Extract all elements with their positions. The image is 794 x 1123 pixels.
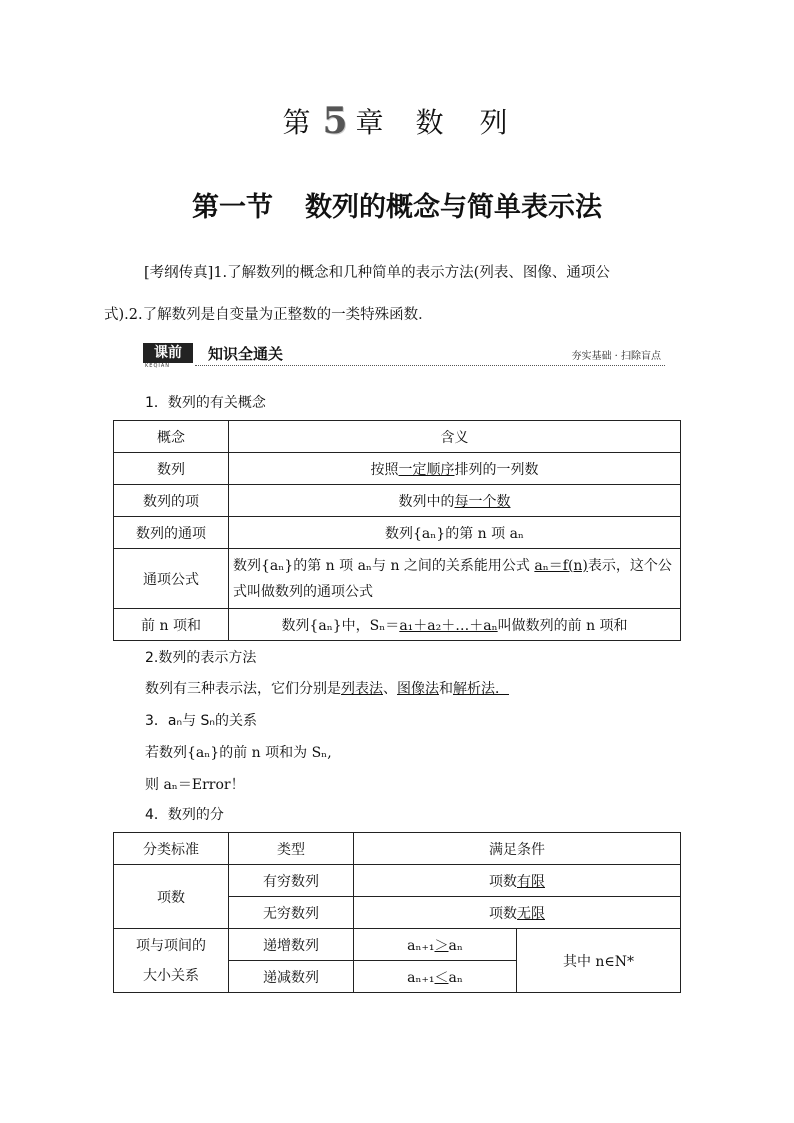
p2-text: 数列有三种表示法，它们分别是	[145, 681, 341, 697]
t1-r4-label: 通项公式	[114, 549, 229, 609]
syllabus-paragraph	[104, 252, 684, 336]
t1-r2-text: 数列中的	[398, 493, 455, 510]
syllabus-text1: 1.了解数列的概念和几种简单的表示方法(列表、图像、通项公	[213, 265, 610, 281]
heading-4: 4．数列的分	[145, 807, 224, 823]
heading-1: 1．数列的有关概念	[145, 395, 266, 411]
t2-infinite-underline: 无限	[517, 905, 545, 922]
section-banner	[143, 343, 665, 369]
p2-formula-method: 解析法．	[453, 681, 509, 697]
t1-r2-label: 数列的项	[114, 485, 229, 517]
chapter-name: 数 列	[415, 106, 512, 139]
chapter-prefix: 第	[282, 106, 315, 139]
t2-criterion-order	[114, 929, 229, 993]
t1-r5-text-end: 叫做数列的前 n 项和	[497, 617, 628, 634]
p2-sep: 、	[383, 681, 397, 697]
t2-type-decreasing: 递减数列	[229, 961, 354, 993]
chapter-number: 5	[322, 100, 348, 142]
syllabus-label: [考纲传真]	[144, 265, 214, 281]
t1-r1-text: 按照	[370, 461, 399, 478]
table-row	[114, 929, 681, 961]
t2-condition-note: 其中 n∈N*	[517, 929, 681, 993]
t1-r5-label: 前 n 项和	[114, 609, 229, 641]
banner-divider	[195, 365, 665, 366]
chapter-heading	[0, 100, 794, 142]
p2-table-method: 列表法	[341, 681, 383, 697]
p2-and: 和	[439, 681, 453, 697]
t2-finite-text: 项数	[489, 873, 517, 890]
t2-dec-right: aₙ	[448, 969, 463, 986]
relation-line-1: 若数列{aₙ}的前 n 项和为 Sₙ,	[145, 745, 332, 761]
table-row	[114, 609, 681, 641]
t2-inc-right: aₙ	[448, 937, 463, 954]
t2-inc-sign: ＞	[434, 937, 449, 954]
t2-dec-left: aₙ₊₁	[407, 969, 435, 986]
t1-r4-text: 数列{aₙ}的第 n 项 aₙ与 n 之间的关系能用公式	[233, 557, 535, 574]
relation-line-2: 则 aₙ＝Error！	[145, 777, 245, 793]
t2-header-condition: 满足条件	[354, 833, 681, 865]
heading-3: 3．aₙ与 Sₙ的关系	[145, 713, 257, 729]
t2-inc-left: aₙ₊₁	[407, 937, 435, 954]
t1-r1-label: 数列	[114, 453, 229, 485]
t1-r4-text-end: 表示，这个公式叫做数列的通项公式	[233, 557, 672, 600]
banner-title: 知识全通关	[208, 345, 284, 363]
banner-right-text: 夯实基础 · 扫除盲点	[571, 351, 661, 362]
table-row	[114, 453, 681, 485]
t2-header-type: 类型	[229, 833, 354, 865]
concepts-table	[113, 420, 681, 641]
banner-tag-sub: KEQIAN	[145, 363, 171, 369]
t2-dec-sign: ＜	[434, 969, 449, 986]
t1-header-meaning: 含义	[229, 421, 681, 453]
table-row	[114, 549, 681, 609]
table-row	[114, 865, 681, 897]
syllabus-text2: 式).2.了解数列是自变量为正整数的一类特殊函数．	[104, 307, 433, 323]
t1-r3-label: 数列的通项	[114, 517, 229, 549]
t2-criterion-order-line2: 大小关系	[143, 967, 199, 984]
t2-type-increasing: 递增数列	[229, 929, 354, 961]
banner-tag: 课前	[143, 343, 193, 363]
chapter-suffix: 章	[355, 106, 388, 139]
representation-paragraph	[145, 678, 509, 698]
table-row	[114, 517, 681, 549]
t1-r4-underline: aₙ＝f(n)	[534, 557, 588, 574]
t1-r5-text: 数列{aₙ}中，Sₙ＝	[281, 617, 400, 634]
table-row	[114, 485, 681, 517]
t1-r3-text: 数列{aₙ}的第 n 项 aₙ	[229, 517, 681, 549]
t2-criterion-count: 项数	[114, 865, 229, 929]
t1-header-concept: 概念	[114, 421, 229, 453]
section-title-part1: 第一节	[192, 192, 273, 223]
t1-r5-underline: a₁＋a₂＋…＋aₙ	[399, 617, 498, 634]
t2-finite-underline: 有限	[517, 873, 545, 890]
p2-graph-method: 图像法	[397, 681, 439, 697]
t1-r1-text-end: 排列的一列数	[454, 461, 539, 478]
t2-type-finite: 有穷数列	[229, 865, 354, 897]
section-title	[0, 185, 794, 224]
section-title-part2: 数列的概念与简单表示法	[305, 192, 602, 223]
classification-table	[113, 832, 681, 993]
t2-infinite-text: 项数	[489, 905, 517, 922]
t2-type-infinite: 无穷数列	[229, 897, 354, 929]
t1-r1-underline: 一定顺序	[398, 461, 455, 478]
t1-r2-underline: 每一个数	[454, 493, 511, 510]
watermark	[600, 760, 610, 785]
heading-2: 2.数列的表示方法	[145, 650, 257, 666]
t2-header-criterion: 分类标准	[114, 833, 229, 865]
t2-criterion-order-line1: 项与项间的	[136, 937, 206, 954]
